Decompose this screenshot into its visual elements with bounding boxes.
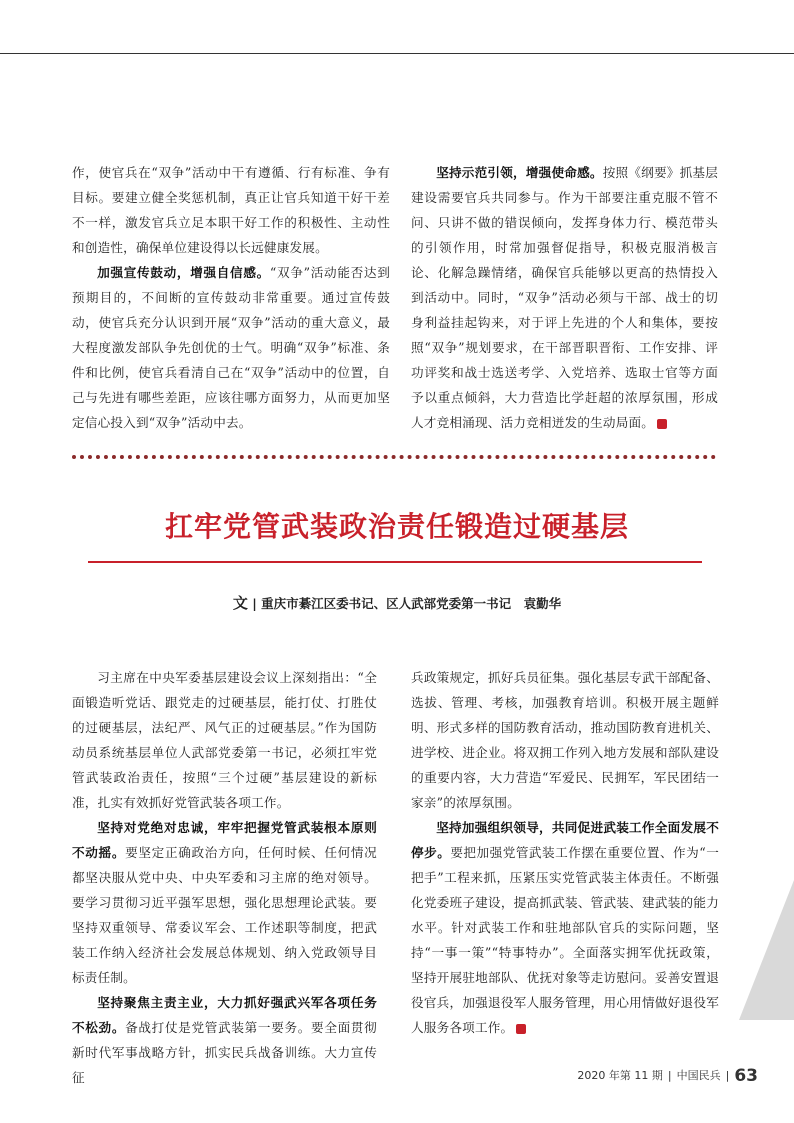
title-underline (88, 561, 702, 563)
paragraph-lead: 坚持聚焦主责主业，大力抓好强武兴军各项任务不松劲。 (72, 995, 377, 1035)
byline-author: 重庆市綦江区委书记、区人武部党委第一书记 袁勤华 (261, 596, 562, 611)
footer-separator: | (667, 1069, 672, 1082)
paragraph-lead: 加强宣传鼓动，增强自信感。 (97, 265, 270, 280)
paragraph-body: 要坚定正确政治方向，任何时候、任何情况都坚决服从党中央、中央军委和习主席的绝对领导。要学习贯彻习近平强军思想，强化思想理论武装。要坚持双重领导、常委议军会、工作述职等制度，把武装工作纳入经济社会发展总体规划、纳入党政领导目标责任制。 (72, 845, 377, 985)
article-left-column (72, 665, 377, 1090)
article-right-column (411, 665, 719, 1040)
paragraph (411, 815, 719, 1040)
paragraph (72, 815, 377, 990)
paragraph (72, 990, 377, 1090)
byline-wen: 文 (232, 594, 248, 612)
article-title: 扛牢党管武装政治责任锻造过硬基层 (164, 510, 629, 543)
paragraph: 作，使官兵在“双争”活动中干有遵循、行有标准、争有目标。要建立健全奖惩机制，真正让官兵知道干好干差不一样，激发官兵立足本职干好工作的积极性、主动性和创造性，确保单位建设得以长远健康发展。 (72, 165, 390, 255)
upper-left-column (72, 160, 390, 435)
paragraph: 兵政策规定，抓好兵员征集。强化基层专武干部配备、选拔、管理、考核，加强教育培训。积极开展主题鲜明、形式多样的国防教育活动，推动国防教育进机关、进学校、进企业。将双拥工作列入地方发展和部队建设的重要内容，大力营造“军爱民、民拥军，军民团结一家亲”的浓厚氛围。 (411, 670, 719, 810)
paragraph (72, 260, 390, 435)
section-divider (72, 455, 716, 459)
header-rule (0, 53, 794, 54)
page-number: 63 (734, 1066, 758, 1086)
paragraph-lead: 坚持对党绝对忠诚，牢牢把握党管武装根本原则不动摇。 (72, 820, 377, 860)
paragraph: 习主席在中央军委基层建设会议上深刻指出：“全面锻造听党话、跟党走的过硬基层，能打仗、打胜仗的过硬基层，法纪严、风气正的过硬基层。”作为国防动员系统基层单位人武部党委第一书记，必须扛牢党管武装政治责任，按照“三个过硬”基层建设的新标准，扎实有效抓好党管武装各项工作。 (72, 670, 377, 810)
paragraph-lead: 坚持加强组织领导，共同促进武装工作全面发展不停步。 (411, 820, 719, 860)
byline-separator: | (247, 596, 262, 611)
end-mark-icon: 兵 (516, 1024, 526, 1034)
end-mark-icon: 兵 (657, 419, 667, 429)
upper-right-column (411, 160, 718, 435)
paragraph-body: 按照《纲要》抓基层建设需要官兵共同参与。作为干部要注重克服不管不问、只讲不做的错误倾向，发挥身体力行、模范带头的引领作用，时常加强督促指导，积极克服消极言论、化解急躁情绪，确保官兵能够以更高的热情投入到活动中。同时，“双争”活动必须与干部、战士的切身利益挂起钩来，对于评上先进的个人和集体，要按照“双争”规划要求，在干部晋职晋衔、工作安排、评功评奖和战士选送考学、入党培养、选取士官等方面予以重点倾斜，大力营造比学赶超的浓厚氛围，形成人才竞相涌现、活力竞相迸发的生动局面。 (411, 165, 718, 430)
paragraph-body: 备战打仗是党管武装第一要务。要全面贯彻新时代军事战略方针，抓实民兵战备训练。大力宣传征 (72, 1020, 377, 1085)
footer-separator: | (725, 1069, 730, 1082)
paragraph-body: “双争”活动能否达到预期目的，不间断的宣传鼓动非常重要。通过宣传鼓动，使官兵充分认识到开展“双争”活动的重大意义，最大程度激发部队争先创优的士气。明确“双争”标准、条件和比例，使官兵看清自己在“双争”活动中的位置，自己与先进有哪些差距，应该往哪方面努力，从而更加坚定信心投入到“双争”活动中去。 (72, 265, 390, 430)
footer-magazine: 中国民兵 (676, 1069, 721, 1082)
paragraph (411, 160, 718, 435)
paragraph-body: 要把加强党管武装工作摆在重要位置、作为“一把手”工程来抓，压紧压实党管武装主体责任。不断强化党委班子建设，提高抓武装、管武装、建武装的能力水平。针对武装工作和驻地部队官兵的实际问题，坚持“一事一策”“特事特办”。全面落实拥军优抚政策，坚持开展驻地部队、优抚对象等走访慰问。妥善安置退役官兵，加强退役军人服务管理，用心用情做好退役军人服务各项工作。 (411, 845, 719, 1035)
byline (0, 592, 794, 613)
paragraph-lead: 坚持示范引领，增强使命感。 (436, 165, 603, 180)
page-corner-decoration (739, 880, 794, 1020)
page-footer (577, 1066, 758, 1086)
footer-issue: 2020 年第 11 期 (577, 1069, 663, 1082)
